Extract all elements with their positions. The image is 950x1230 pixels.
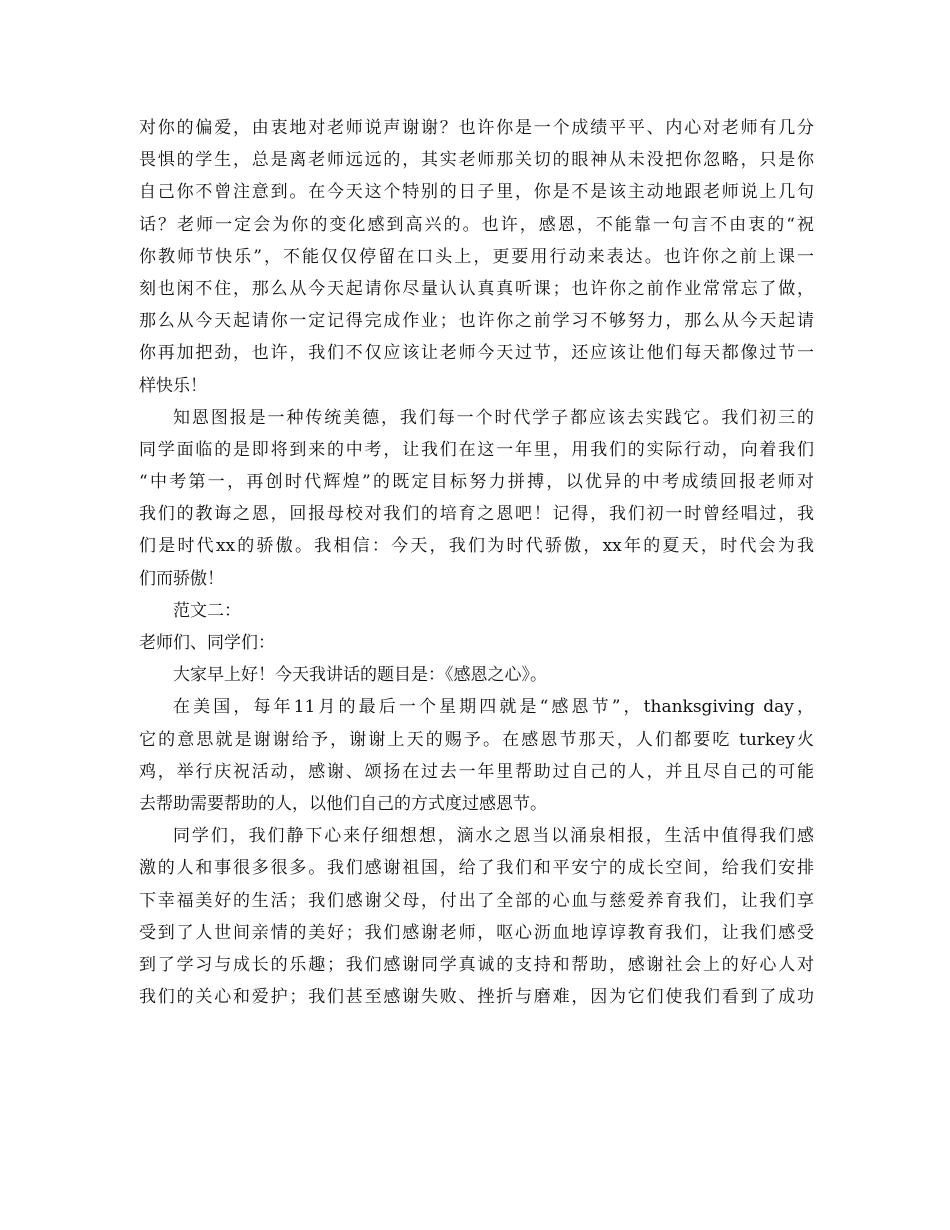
text-line: 同学面临的是即将到来的中考，让我们在这一年里，用我们的实际行动，向着我们 <box>139 439 814 460</box>
text-line: 们而骄傲！ <box>139 568 224 589</box>
text-line: 范文二： <box>173 600 241 621</box>
text-line: 下幸福美好的生活；我们感谢父母，付出了全部的心血与慈爱养育我们，让我们享 <box>139 890 814 911</box>
text-line: 在美国，每年11月的最后一个星期四就是“感恩节”，thanksgiving day， <box>173 697 814 718</box>
text-line: 鸡，举行庆祝活动，感谢、颂扬在过去一年里帮助过自己的人，并且尽自己的可能 <box>139 761 814 782</box>
text-line: 刻也闲不住，那么从今天起请你尽量认认真真听课；也许你之前作业常常忘了做， <box>139 278 814 299</box>
text-line: 知恩图报是一种传统美德，我们每一个时代学子都应该去实践它。我们初三的 <box>173 407 814 428</box>
text-line: 同学们，我们静下心来仔细想想，滴水之恩当以涌泉相报，生活中值得我们感 <box>173 826 814 847</box>
text-line: 大家早上好！今天我讲话的题目是：《感恩之心》。 <box>173 665 547 686</box>
text-line: 话？老师一定会为你的变化感到高兴的。也许，感恩，不能靠一句言不由衷的“祝 <box>139 214 814 235</box>
text-line: 去帮助需要帮助的人，以他们自己的方式度过感恩节。 <box>139 793 547 814</box>
text-line: 你教师节快乐”，不能仅仅停留在口头上，更要用行动来表达。也许你之前上课一 <box>139 246 814 267</box>
text-line: 自己你不曾注意到。在今天这个特别的日子里，你是不是该主动地跟老师说上几句 <box>139 182 814 203</box>
text-line: 对你的偏爱，由衷地对老师说声谢谢？也许你是一个成绩平平、内心对老师有几分 <box>139 118 814 138</box>
text-line: 受到了人世间亲情的美好；我们感谢老师，呕心沥血地谆谆教育我们，让我们感受 <box>139 922 814 943</box>
text-line: 激的人和事很多很多。我们感谢祖国，给了我们和平安宁的成长空间，给我们安排 <box>139 858 814 879</box>
text-line: 畏惧的学生，总是离老师远远的，其实老师那关切的眼神从未没把你忽略，只是你 <box>139 150 814 171</box>
document-page <box>139 112 814 1013</box>
text-line: 你再加把劲，也许，我们不仅应该让老师今天过节，还应该让他们每天都像过节一 <box>139 343 814 364</box>
text-line: 样快乐！ <box>139 375 207 396</box>
text-line: “中考第一，再创时代辉煌”的既定目标努力拼搏，以优异的中考成绩回报老师对 <box>139 472 814 493</box>
text-line: 它的意思就是谢谢给予，谢谢上天的赐予。在感恩节那天，人们都要吃 turkey火 <box>139 729 814 750</box>
text-line: 那么从今天起请你一定记得完成作业；也许你之前学习不够努力，那么从今天起请 <box>139 311 814 332</box>
text-line: 我们的教诲之恩，回报母校对我们的培育之恩吧！记得，我们初一时曾经唱过，我 <box>139 504 814 525</box>
text-line: 我们的关心和爱护；我们甚至感谢失败、挫折与磨难，因为它们使我们看到了成功 <box>139 987 814 1008</box>
text-line: 们是时代xx的骄傲。我相信：今天，我们为时代骄傲，xx年的夏天，时代会为我 <box>139 536 814 557</box>
text-line: 老师们、同学们： <box>139 633 275 653</box>
text-line: 到了学习与成长的乐趣；我们感谢同学真诚的支持和帮助，感谢社会上的好心人对 <box>139 954 814 975</box>
